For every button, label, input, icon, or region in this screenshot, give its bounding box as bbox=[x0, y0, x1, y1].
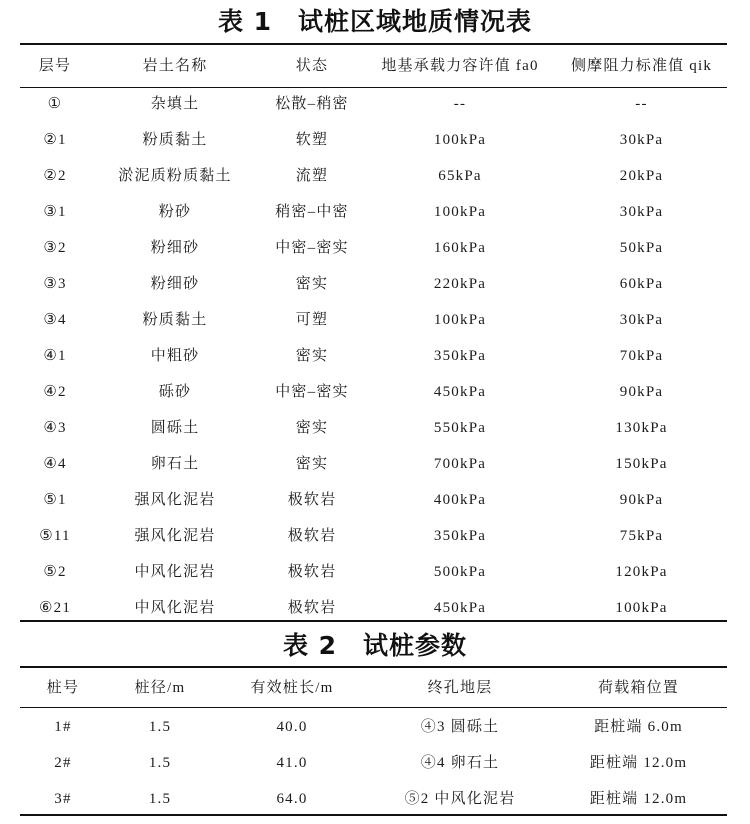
side-friction-cell: 50kPa bbox=[619, 240, 664, 256]
bearing-capacity-cell: 350kPa bbox=[433, 528, 487, 544]
state-cell: 密实 bbox=[295, 456, 329, 472]
side-friction-cell: 70kPa bbox=[619, 348, 664, 364]
layer-no-cell: ③3 bbox=[43, 276, 67, 292]
soil-name-cell: 淤泥质粉质黏土 bbox=[118, 168, 232, 184]
bearing-capacity-cell: 700kPa bbox=[433, 456, 487, 472]
table1-row bbox=[20, 266, 727, 302]
layer-no-cell: ④2 bbox=[43, 384, 67, 400]
side-friction-cell: 60kPa bbox=[619, 276, 664, 292]
state-cell: 可塑 bbox=[295, 312, 329, 328]
side-friction-cell: 90kPa bbox=[619, 492, 664, 508]
soil-name-cell: 强风化泥岩 bbox=[134, 528, 216, 544]
side-friction-cell: 30kPa bbox=[619, 204, 664, 220]
soil-name-cell: 粉细砂 bbox=[150, 276, 200, 292]
pile-diameter-cell: 1.5 bbox=[148, 791, 172, 807]
layer-no-cell: ③4 bbox=[43, 312, 67, 328]
table1-row bbox=[20, 446, 727, 482]
pile-diameter-cell: 1.5 bbox=[148, 719, 172, 735]
soil-name-cell: 粉质黏土 bbox=[142, 312, 208, 328]
layer-no-cell: ②1 bbox=[43, 132, 67, 148]
soil-name-cell: 卵石土 bbox=[150, 456, 200, 472]
soil-name-cell: 强风化泥岩 bbox=[134, 492, 216, 508]
effective-length-cell: 41.0 bbox=[276, 755, 308, 771]
bearing-capacity-cell: 100kPa bbox=[433, 204, 487, 220]
state-cell: 密实 bbox=[295, 420, 329, 436]
layer-no-cell: ① bbox=[47, 96, 63, 112]
final-stratum-cell: ④3 圆砾土 bbox=[420, 719, 500, 735]
soil-name-cell: 粉质黏土 bbox=[142, 132, 208, 148]
layer-no-cell: ③1 bbox=[43, 204, 67, 220]
bearing-capacity-cell: 450kPa bbox=[433, 600, 487, 616]
table2-row bbox=[20, 745, 727, 781]
table2-bottom-rule bbox=[20, 814, 727, 816]
table1-row bbox=[20, 302, 727, 338]
state-cell: 中密–密实 bbox=[275, 240, 349, 256]
header-layer-no: 层号 bbox=[38, 58, 72, 74]
table2-title: 表 2 试桩参数 bbox=[282, 631, 468, 660]
bearing-capacity-cell: 220kPa bbox=[433, 276, 487, 292]
table2-header-row bbox=[20, 668, 727, 708]
header-pile-no: 桩号 bbox=[46, 680, 80, 696]
soil-name-cell: 中风化泥岩 bbox=[134, 600, 216, 616]
soil-name-cell: 粉砂 bbox=[158, 204, 192, 220]
table1-header-row bbox=[20, 45, 727, 87]
bearing-capacity-cell: 400kPa bbox=[433, 492, 487, 508]
table2-row bbox=[20, 709, 727, 745]
state-cell: 极软岩 bbox=[287, 564, 337, 580]
side-friction-cell: 30kPa bbox=[619, 132, 664, 148]
side-friction-cell: 130kPa bbox=[615, 420, 668, 436]
layer-no-cell: ⑤1 bbox=[43, 492, 67, 508]
table1-row bbox=[20, 338, 727, 374]
side-friction-cell: 120kPa bbox=[615, 564, 668, 580]
state-cell: 软塑 bbox=[295, 132, 329, 148]
table1-row bbox=[20, 482, 727, 518]
table2-header-rule bbox=[20, 707, 727, 708]
table1-row bbox=[20, 194, 727, 230]
soil-name-cell: 中风化泥岩 bbox=[134, 564, 216, 580]
state-cell: 极软岩 bbox=[287, 492, 337, 508]
soil-name-cell: 中粗砂 bbox=[150, 348, 200, 364]
table1-row bbox=[20, 410, 727, 446]
header-bearing-capacity: 地基承载力容许值 fa0 bbox=[381, 58, 539, 74]
side-friction-cell: 30kPa bbox=[619, 312, 664, 328]
header-load-box-position: 荷载箱位置 bbox=[597, 680, 679, 696]
bearing-capacity-cell: 450kPa bbox=[433, 384, 487, 400]
pile-no-cell: 1# bbox=[54, 719, 72, 735]
table1-row bbox=[20, 518, 727, 554]
bearing-capacity-cell: 100kPa bbox=[433, 312, 487, 328]
pile-no-cell: 2# bbox=[54, 755, 72, 771]
pile-diameter-cell: 1.5 bbox=[148, 755, 172, 771]
layer-no-cell: ⑥21 bbox=[38, 600, 72, 616]
bearing-capacity-cell: 500kPa bbox=[433, 564, 487, 580]
soil-name-cell: 粉细砂 bbox=[150, 240, 200, 256]
layer-no-cell: ④3 bbox=[43, 420, 67, 436]
soil-name-cell: 杂填土 bbox=[150, 96, 200, 112]
table1-title: 表 1 试桩区域地质情况表 bbox=[217, 7, 533, 36]
final-stratum-cell: ④4 卵石土 bbox=[420, 755, 500, 771]
state-cell: 流塑 bbox=[295, 168, 329, 184]
state-cell: 中密–密实 bbox=[275, 384, 349, 400]
pile-no-cell: 3# bbox=[54, 791, 72, 807]
header-effective-length: 有效桩长/m bbox=[250, 680, 334, 696]
table1-bottom-rule bbox=[20, 620, 727, 622]
bearing-capacity-cell: 350kPa bbox=[433, 348, 487, 364]
header-final-stratum: 终孔地层 bbox=[427, 680, 493, 696]
table1-row bbox=[20, 122, 727, 158]
header-pile-diameter: 桩径/m bbox=[134, 680, 186, 696]
bearing-capacity-cell: -- bbox=[453, 96, 467, 112]
layer-no-cell: ⑤11 bbox=[39, 528, 71, 544]
side-friction-cell: 150kPa bbox=[615, 456, 668, 472]
soil-name-cell: 圆砾土 bbox=[150, 420, 200, 436]
side-friction-cell: -- bbox=[635, 96, 648, 112]
load-box-position-cell: 距桩端 12.0m bbox=[589, 791, 688, 807]
layer-no-cell: ④4 bbox=[43, 456, 67, 472]
layer-no-cell: ③2 bbox=[43, 240, 67, 256]
layer-no-cell: ⑤2 bbox=[43, 564, 67, 580]
header-state: 状态 bbox=[295, 58, 329, 74]
side-friction-cell: 75kPa bbox=[619, 528, 664, 544]
bearing-capacity-cell: 65kPa bbox=[438, 168, 482, 184]
side-friction-cell: 100kPa bbox=[615, 600, 668, 616]
side-friction-cell: 20kPa bbox=[619, 168, 664, 184]
state-cell: 极软岩 bbox=[287, 600, 337, 616]
load-box-position-cell: 距桩端 6.0m bbox=[594, 719, 683, 735]
bearing-capacity-cell: 550kPa bbox=[433, 420, 487, 436]
load-box-position-cell: 距桩端 12.0m bbox=[589, 755, 688, 771]
side-friction-cell: 90kPa bbox=[619, 384, 664, 400]
state-cell: 密实 bbox=[295, 276, 329, 292]
state-cell: 密实 bbox=[295, 348, 329, 364]
state-cell: 极软岩 bbox=[287, 528, 337, 544]
table1-row bbox=[20, 374, 727, 410]
soil-name-cell: 砾砂 bbox=[158, 384, 192, 400]
layer-no-cell: ②2 bbox=[43, 168, 67, 184]
layer-no-cell: ④1 bbox=[43, 348, 67, 364]
table1-row bbox=[20, 554, 727, 590]
bearing-capacity-cell: 100kPa bbox=[433, 132, 487, 148]
table1-row bbox=[20, 158, 727, 194]
header-side-friction: 侧摩阻力标准值 qik bbox=[570, 58, 713, 74]
table1-row bbox=[20, 230, 727, 266]
table2-row bbox=[20, 781, 727, 817]
state-cell: 稍密–中密 bbox=[275, 204, 349, 220]
header-soil-name: 岩土名称 bbox=[142, 58, 208, 74]
table1-row bbox=[20, 86, 727, 122]
state-cell: 松散–稍密 bbox=[275, 96, 349, 112]
effective-length-cell: 40.0 bbox=[276, 719, 308, 735]
final-stratum-cell: ⑤2 中风化泥岩 bbox=[404, 791, 516, 807]
bearing-capacity-cell: 160kPa bbox=[433, 240, 487, 256]
effective-length-cell: 64.0 bbox=[276, 791, 308, 807]
